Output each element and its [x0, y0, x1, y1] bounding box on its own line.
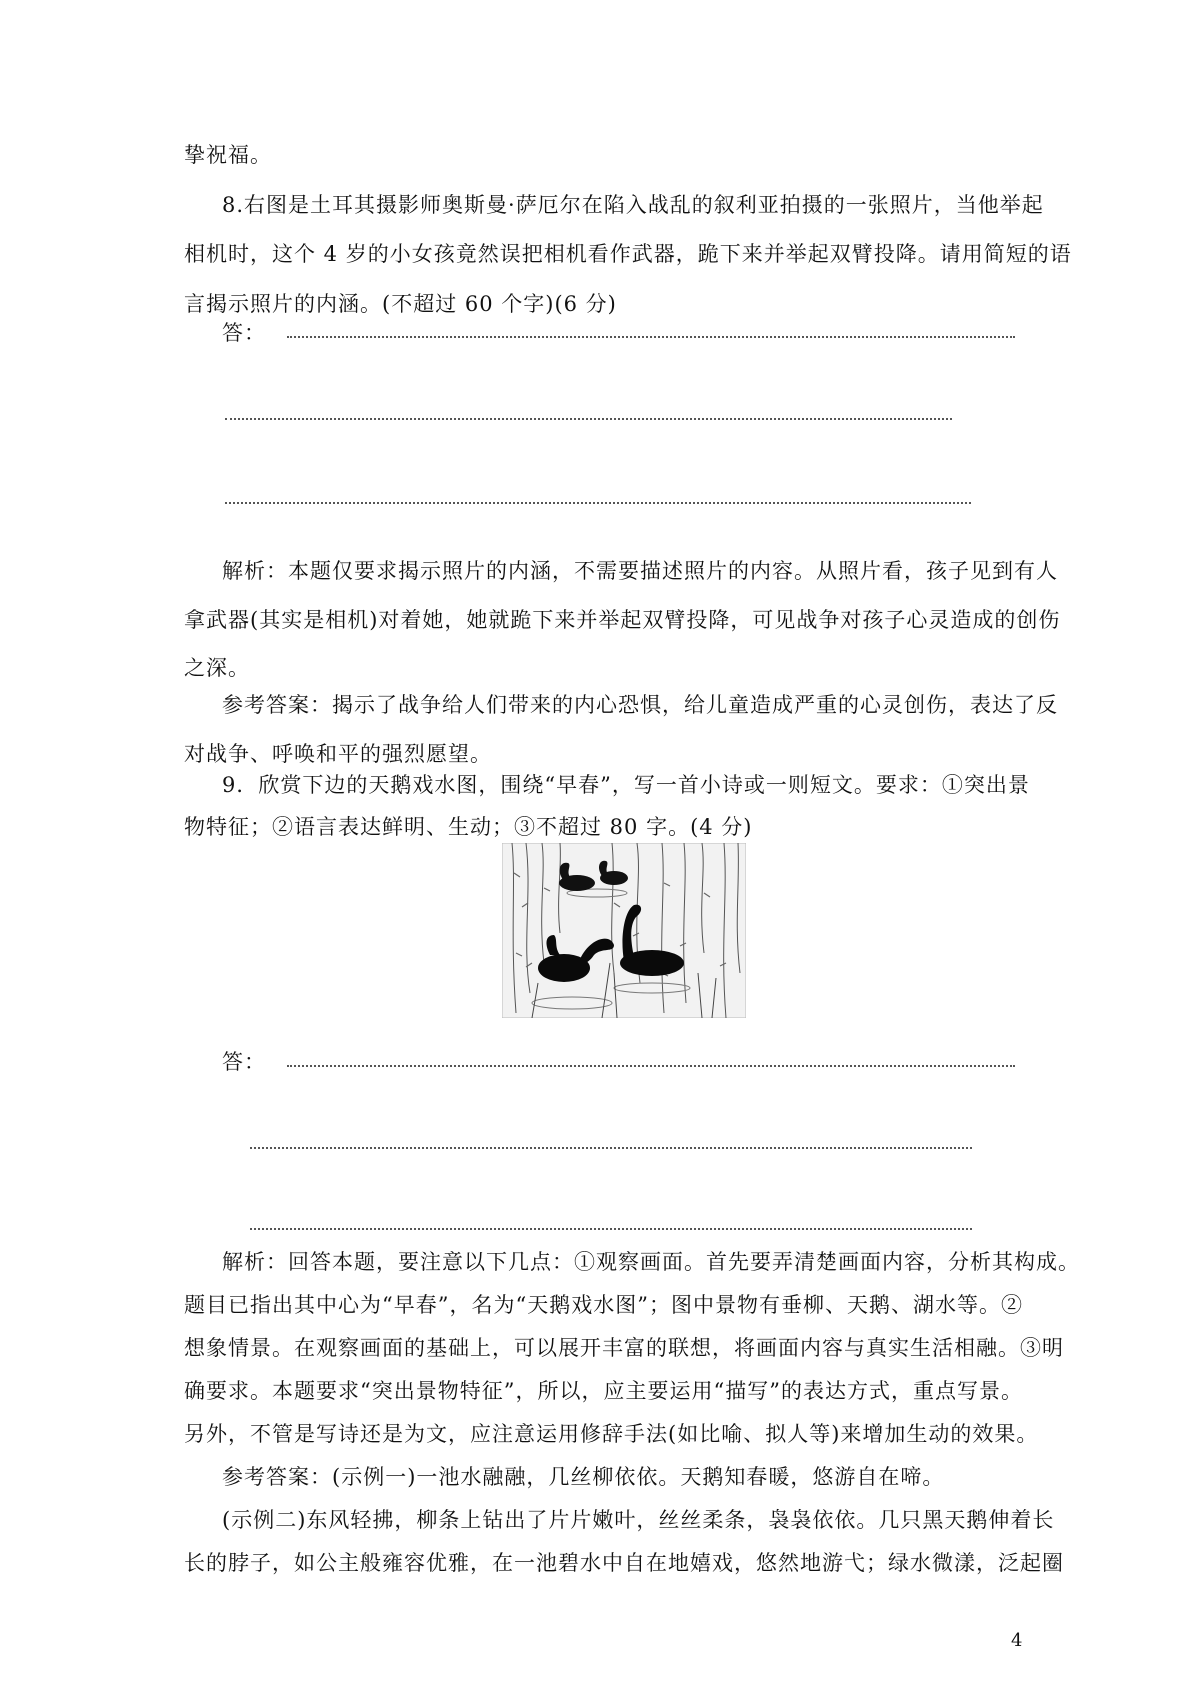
analysis-text: 想象情景。在观察画面的基础上，可以展开丰富的联想，将画面内容与真实生活相融。③明	[184, 1336, 1064, 1360]
analysis-text: 题目已指出其中心为“早春”，名为“天鹅戏水图”；图中景物有垂柳、天鹅、湖水等。②	[184, 1293, 1023, 1317]
answer-label: 答：	[222, 1050, 266, 1074]
analysis-text: 之深。	[184, 656, 250, 680]
answer-line	[250, 1228, 972, 1230]
reference-answer: 对战争、呼唤和平的强烈愿望。	[184, 742, 492, 766]
answer-line	[250, 1147, 972, 1149]
swan-painting-image	[502, 843, 746, 1018]
answer-line	[287, 336, 1015, 338]
question-9-text: 物特征；②语言表达鲜明、生动；③不超过 80 字。(4 分)	[184, 815, 753, 839]
page-number: 4	[1011, 1630, 1023, 1651]
analysis-text: 拿武器(其实是相机)对着她，她就跪下来并举起双臂投降，可见战争对孩子心灵造成的创伤	[184, 608, 1061, 632]
question-8-text: 相机时，这个 4 岁的小女孩竟然误把相机看作武器，跪下来并举起双臂投降。请用简短的语	[184, 242, 1072, 266]
text-line: 挚祝福。	[184, 143, 272, 167]
answer-line	[287, 1065, 1015, 1067]
question-9-text: 9．欣赏下边的天鹅戏水图，围绕“早春”，写一首小诗或一则短文。要求：①突出景	[222, 773, 1030, 797]
answer-line	[225, 502, 971, 504]
analysis-text: 解析：回答本题，要注意以下几点：①观察画面。首先要弄清楚画面内容，分析其构成。	[222, 1250, 1080, 1274]
analysis-text: 确要求。本题要求“突出景物特征”，所以，应主要运用“描写”的表达方式，重点写景。	[184, 1379, 1023, 1403]
analysis-text: 解析：本题仅要求揭示照片的内涵，不需要描述照片的内容。从照片看，孩子见到有人	[222, 559, 1058, 583]
question-8-text: 8.右图是土耳其摄影师奥斯曼·萨厄尔在陷入战乱的叙利亚拍摄的一张照片，当他举起	[222, 193, 1044, 217]
reference-answer: 参考答案：(示例一)一池水融融，几丝柳依依。天鹅知春暖，悠游自在啼。	[222, 1465, 945, 1489]
analysis-text: 另外，不管是写诗还是为文，应注意运用修辞手法(如比喻、拟人等)来增加生动的效果。	[184, 1422, 1039, 1446]
reference-answer: 长的脖子，如公主般雍容优雅，在一池碧水中自在地嬉戏，悠然地游弋；绿水微漾，泛起圈	[184, 1551, 1064, 1575]
answer-label: 答：	[222, 321, 266, 345]
reference-answer: 参考答案：揭示了战争给人们带来的内心恐惧，给儿童造成严重的心灵创伤，表达了反	[222, 693, 1058, 717]
answer-line	[225, 418, 952, 420]
question-8-text: 言揭示照片的内涵。(不超过 60 个字)(6 分)	[184, 292, 617, 316]
reference-answer: (示例二)东风轻拂，柳条上钻出了片片嫩叶，丝丝柔条，袅袅依依。几只黑天鹅伸着长	[222, 1508, 1055, 1532]
